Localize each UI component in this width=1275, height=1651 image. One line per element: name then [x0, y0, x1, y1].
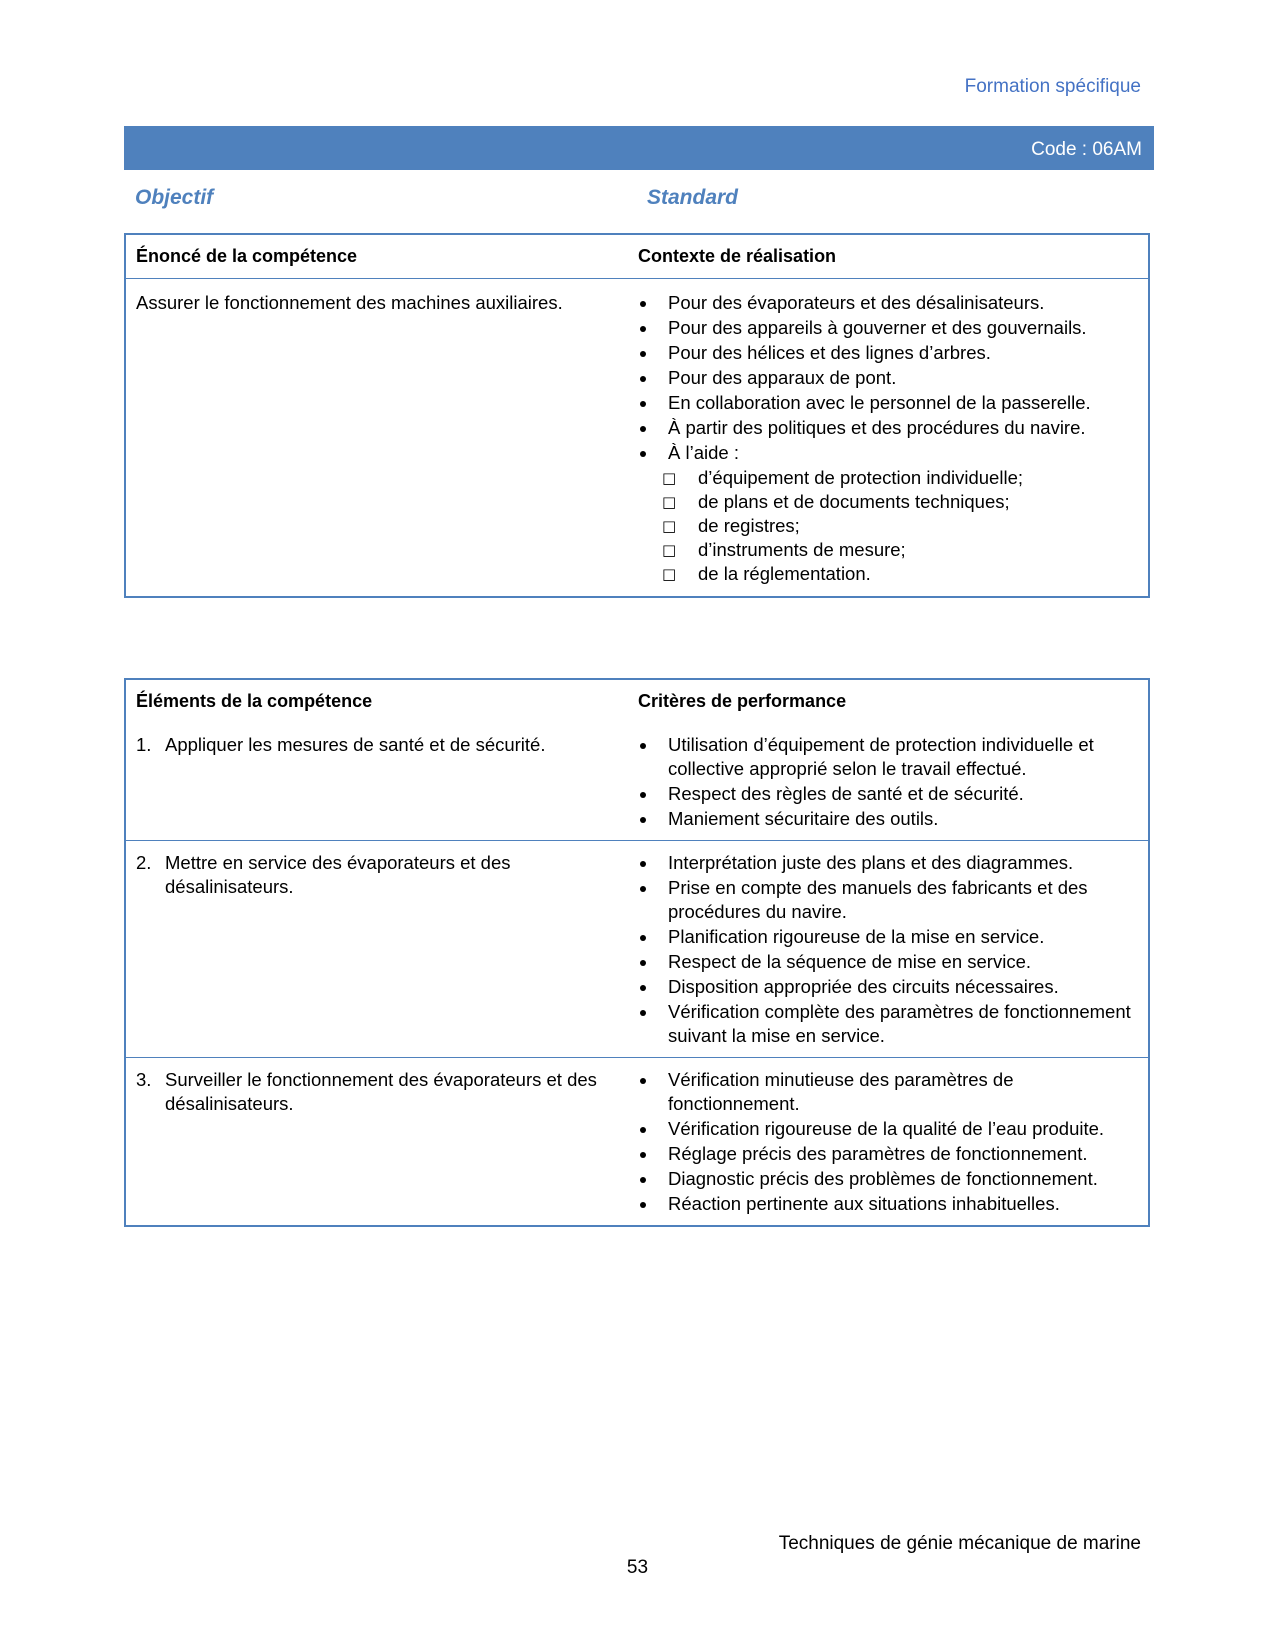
checkbox-square-icon: □ [662, 517, 677, 535]
bullet-icon [640, 351, 646, 357]
element-number: 3. [136, 1069, 152, 1090]
criteria-item [638, 876, 1138, 924]
context-item [638, 366, 1138, 390]
competence-statement: Assurer le fonctionnement des machines auxiliaires. [136, 292, 563, 313]
criteria-item [638, 975, 1138, 999]
bullet-icon [640, 886, 646, 892]
checkbox-square-icon: □ [662, 469, 677, 487]
element-cell [126, 851, 638, 1049]
criteria-item-text: Maniement sécuritaire des outils. [668, 808, 939, 829]
context-list [638, 291, 1148, 586]
aide-item [662, 538, 1138, 562]
context-item [638, 341, 1138, 365]
standard-heading: Standard [647, 186, 739, 209]
bullet-icon [640, 817, 646, 823]
criteria-item [638, 1192, 1138, 1216]
bullet-icon [640, 1202, 646, 1208]
criteria-cell [638, 851, 1148, 1049]
element-cell [126, 733, 638, 832]
element-row [126, 723, 1148, 840]
context-item-text: Pour des hélices et des lignes d’arbres. [668, 342, 991, 363]
bullet-icon [640, 960, 646, 966]
bullet-icon [640, 1010, 646, 1016]
bullet-icon [640, 1152, 646, 1158]
bullet-icon [640, 376, 646, 382]
context-item [638, 291, 1138, 315]
aide-item-text: de la réglementation. [698, 563, 871, 584]
context-item-text: À l’aide : [668, 442, 739, 463]
context-item-text: À partir des politiques et des procédures du navire. [668, 417, 1086, 438]
criteria-item [638, 782, 1138, 806]
criteria-item [638, 1000, 1138, 1048]
context-item-text: Pour des évaporateurs et des désalinisateurs. [668, 292, 1045, 313]
context-item [638, 416, 1138, 440]
formation-label: Formation spécifique [964, 76, 1141, 97]
elements-table [124, 678, 1150, 1227]
aide-item [662, 466, 1138, 490]
element-row [126, 840, 1148, 1057]
code-label: Code : 06AM [1031, 139, 1142, 160]
bullet-icon [640, 426, 646, 432]
criteria-cell [638, 1068, 1148, 1217]
context-item [638, 316, 1138, 340]
context-item-text: Pour des apparaux de pont. [668, 367, 897, 388]
element-text: Appliquer les mesures de santé et de sécurité. [165, 734, 546, 755]
element-cell [126, 1068, 638, 1217]
context-item-text: En collaboration avec le personnel de la passerelle. [668, 392, 1091, 413]
context-item [638, 441, 1138, 465]
criteria-item-text: Interprétation juste des plans et des diagrammes. [668, 852, 1074, 873]
competence-statement-header: Énoncé de la compétence [136, 246, 358, 266]
aide-item-text: de registres; [698, 515, 800, 536]
criteria-item [638, 1142, 1138, 1166]
criteria-item [638, 1167, 1138, 1191]
criteria-cell [638, 733, 1148, 832]
criteria-item-text: Vérification rigoureuse de la qualité de l’eau produite. [668, 1118, 1105, 1139]
criteria-header: Critères de performance [638, 691, 847, 711]
criteria-item [638, 950, 1138, 974]
criteria-item-text: Planification rigoureuse de la mise en service. [668, 926, 1045, 947]
context-item-text: Pour des appareils à gouverner et des gouvernails. [668, 317, 1087, 338]
checkbox-square-icon: □ [662, 565, 677, 583]
aide-item-text: d’équipement de protection individuelle; [698, 467, 1023, 488]
bullet-icon [640, 743, 646, 749]
element-text: Surveiller le fonctionnement des évaporateurs et des désalinisateurs. [165, 1069, 597, 1114]
elements-header: Éléments de la compétence [136, 691, 373, 711]
context-item [638, 391, 1138, 415]
criteria-item [638, 851, 1138, 875]
program-label: Techniques de génie mécanique de marine [778, 1533, 1141, 1554]
criteria-item-text: Respect de la séquence de mise en service. [668, 951, 1032, 972]
objectif-heading: Objectif [135, 186, 214, 209]
criteria-item-text: Réglage précis des paramètres de fonctionnement. [668, 1143, 1088, 1164]
criteria-item [638, 1068, 1138, 1116]
context-header: Contexte de réalisation [638, 246, 837, 266]
aide-item [662, 490, 1138, 514]
bullet-icon [640, 985, 646, 991]
element-row [126, 1057, 1148, 1225]
competence-table [124, 233, 1150, 598]
elements-table-header [126, 680, 1148, 723]
page-number: 53 [626, 1557, 649, 1578]
criteria-item [638, 1117, 1138, 1141]
competence-table-row [126, 278, 1148, 596]
criteria-item-text: Utilisation d’équipement de protection individuelle et collective approprié selon le travail effectué. [668, 734, 1094, 779]
aide-item-text: d’instruments de mesure; [698, 539, 906, 560]
bullet-icon [640, 301, 646, 307]
bullet-icon [640, 861, 646, 867]
bullet-icon [640, 1127, 646, 1133]
bullet-icon [640, 792, 646, 798]
criteria-item [638, 925, 1138, 949]
aide-item [662, 514, 1138, 538]
code-bar [124, 126, 1154, 170]
element-text: Mettre en service des évaporateurs et des désalinisateurs. [165, 852, 511, 897]
criteria-item-text: Prise en compte des manuels des fabricants et des procédures du navire. [668, 877, 1088, 922]
competence-table-header [126, 235, 1148, 278]
bullet-icon [640, 1177, 646, 1183]
bullet-icon [640, 326, 646, 332]
bullet-icon [640, 1078, 646, 1084]
criteria-item-text: Disposition appropriée des circuits nécessaires. [668, 976, 1059, 997]
aide-item [662, 562, 1138, 586]
criteria-item-text: Respect des règles de santé et de sécurité. [668, 783, 1024, 804]
aide-item-text: de plans et de documents techniques; [698, 491, 1010, 512]
criteria-item-text: Vérification complète des paramètres de fonctionnement suivant la mise en service. [668, 1001, 1131, 1046]
bullet-icon [640, 935, 646, 941]
criteria-item-text: Réaction pertinente aux situations inhabituelles. [668, 1193, 1060, 1214]
bullet-icon [640, 451, 646, 457]
checkbox-square-icon: □ [662, 541, 677, 559]
element-number: 1. [136, 734, 152, 755]
element-number: 2. [136, 852, 152, 873]
criteria-item [638, 807, 1138, 831]
checkbox-square-icon: □ [662, 493, 677, 511]
criteria-item-text: Diagnostic précis des problèmes de fonctionnement. [668, 1168, 1098, 1189]
criteria-item [638, 733, 1138, 781]
bullet-icon [640, 401, 646, 407]
criteria-item-text: Vérification minutieuse des paramètres de fonctionnement. [668, 1069, 1014, 1114]
